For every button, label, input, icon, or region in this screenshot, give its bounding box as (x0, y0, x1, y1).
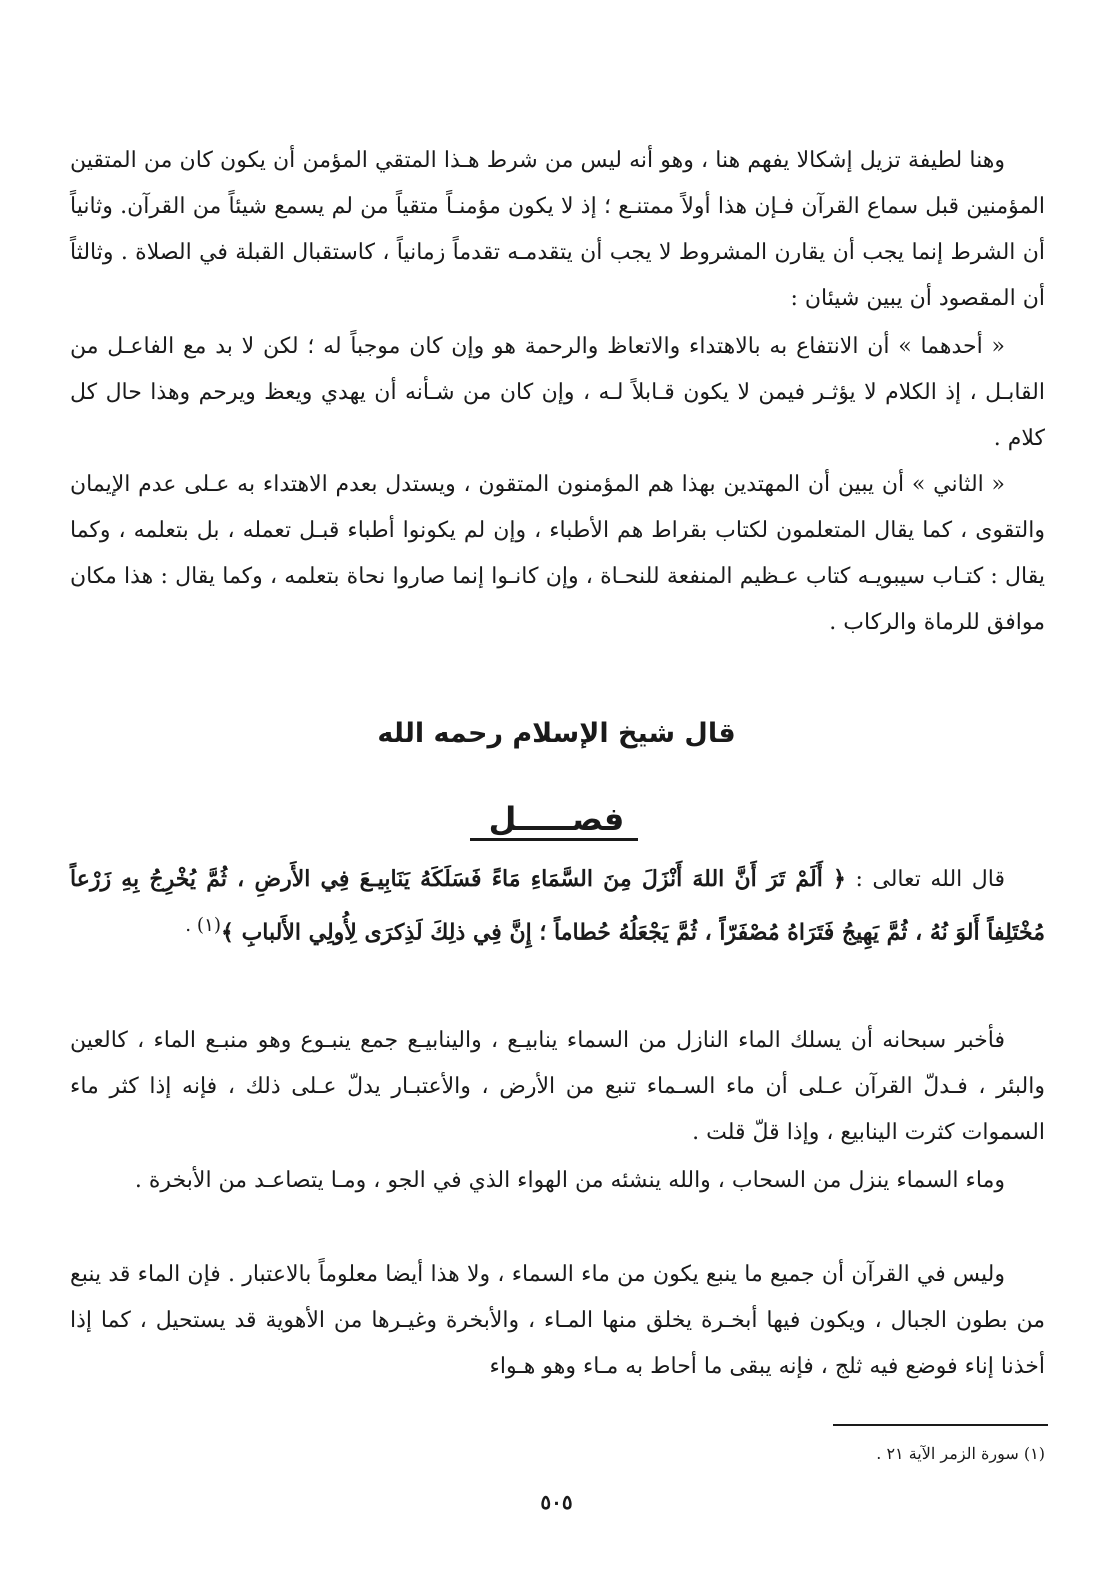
paragraph-maa-alsamaa: وماء السماء ينزل من السحاب ، والله ينشئه من الهواء الذي في الجو ، ومـا يتصاعـد من الأبخرة . (134, 1168, 1005, 1193)
verse-intro: قال الله تعالى : (845, 867, 1005, 892)
paragraph-ahaduhuma: « أحدهما » أن الانتفاع به بالاهتداء والاتعاظ والرحمة هو وإن كان موجباً له ؛ لكن لا بد مع الفاعـل من القابـل ، إذ الكلام لا يؤثـر فيمن لا يكون قـابلاً لـه ، وإن كان من شـأنه أن يهدي ويعظ ويرحم وهذا حال كل كلام . (70, 334, 1045, 451)
paragraph-lateefa: وهنا لطيفة تزيل إشكالا يفهم هنا ، وهو أنه ليس من شرط هـذا المتقي المؤمن أن يكون كان من المتقين المؤمنين قبل سماع القرآن فـإن هذا أولاً ممتنـع ؛ إذ لا يكون مؤمنـاً متقياً من لم يسمع شيئاً من القرآن. وثانياً أن الشرط إنما يجب أن يقارن المشروط لا يجب أن يتقدمـه تقدماً زمانياً ، كاستقبال القبلة في الصلاة . وثالثاً أن المقصود أن يبين شيئان : (70, 148, 1046, 311)
verse-text: ﴿ أَلَمْ تَرَ أَنَّ اللهَ أَنْزَلَ مِنَ السَّمَاءِ مَاءً فَسَلَكَهُ يَنَابِيـعَ فِي الأَرضِ ، ثُمَّ يُخْرِجُ بِهِ زَرْعاً مُخْتَلِفاً أَلوَ نُهُ ، ثُمَّ يَهِيجُ فَتَرَاهُ مُصْفَرّاً ، ثُمَّ يَجْعَلُهُ حُطاماً ؛ إِنَّ فِي ذلِكَ لَذِكرَى لِأُولِي الأَلبابِ ﴾ (70, 866, 1045, 946)
footnote-rule (833, 1424, 1048, 1426)
footnote: (١) سورة الزمر الآية ٢١ . (876, 1444, 1045, 1463)
page-number: ٥٠٥ (540, 1490, 573, 1514)
fasl-underline (470, 838, 638, 841)
paragraph-laysa: وليس في القرآن أن جميع ما ينبع يكون من ماء السماء ، ولا هذا أيضا معلوماً بالاعتبار . فإن الماء قد ينبع من بطون الجبال ، ويكون فيها أبخـرة يخلق منها المـاء ، والأبخرة وغيـرها من الأهوية قد يستحيل ، كما إذا أخذنا إناء فوضع فيه ثلج ، فإنه يبقى ما أحاط به مـاء وهو هـواء (70, 1262, 1045, 1379)
section-heading: قال شيخ الإسلام رحمه الله (377, 718, 736, 749)
paragraph-althani: « الثاني » أن يبين أن المهتدين بهذا هم المؤمنون المتقون ، ويستدل بعدم الاهتداء به عـلى عدم الإيمان والتقوى ، كما يقال المتعلمون لكتاب بقراط هم الأطباء ، وإن لم يكونوا أطباء قبـل تعمله ، بل بتعلمه ، وكما يقال : كتـاب سيبويـه كتاب عـظيم المنفعة للنحـاة ، وإن كانـوا إنما صاروا نحاة بتعلمه ، وكما يقال : هذا مكان موافق للرماة والركاب . (70, 472, 1045, 635)
paragraph-quran-verse (70, 856, 1045, 956)
paragraph-akhbara: فأخبر سبحانه أن يسلك الماء النازل من السماء ينابيـع ، والينابيـع جمع ينبـوع وهو منبـع الماء ، كالعين والبئر ، فـدلّ القرآن عـلى أن ماء السـماء تنبع من الأرض ، والأعتبـار يدلّ عـلى ذلك ، فإنه إذا كثر ماء السموات كثرت الينابيع ، وإذا قلّ قلت . (70, 1028, 1045, 1145)
footnote-ref: (١) . (185, 915, 222, 936)
fasl-heading: فصـــــل (488, 800, 625, 838)
